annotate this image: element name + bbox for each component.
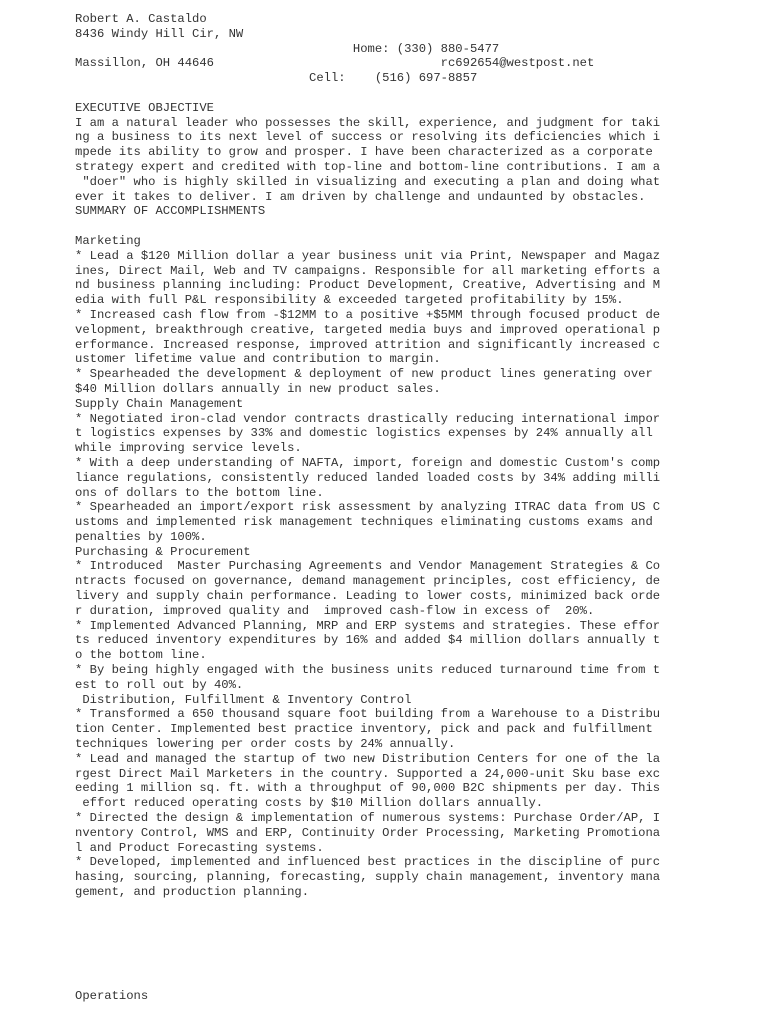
text-line: * Lead and managed the startup of two new Distribution Centers for one of the la xyxy=(75,751,661,766)
text-line: * Directed the design & implementation of numerous systems: Purchase Order/AP, I xyxy=(75,811,661,826)
blank-line xyxy=(75,219,755,234)
text-line: * With a deep understanding of NAFTA, import, foreign and domestic Custom's comp xyxy=(75,455,661,470)
text-line: Marketing xyxy=(75,233,141,248)
text-line: * Spearheaded an import/export risk assessment by analyzing ITRAC data from US C xyxy=(75,500,661,515)
text-line: SUMMARY OF ACCOMPLISHMENTS xyxy=(75,204,266,219)
text-line: * Implemented Advanced Planning, MRP and ERP systems and strategies. These effor xyxy=(75,618,661,633)
text-line: liance regulations, consistently reduced landed loaded costs by 34% adding milli xyxy=(75,470,661,485)
text-line: penalties by 100%. xyxy=(75,529,207,544)
text-line: Distribution, Fulfillment & Inventory Control xyxy=(75,692,412,707)
text-line: nventory Control, WMS and ERP, Continuity Order Processing, Marketing Promotiona xyxy=(75,825,661,840)
text-line: strategy expert and credited with top-line and bottom-line contributions. I am a xyxy=(75,159,661,174)
text-line: Home: (330) 880-5477 xyxy=(75,41,500,56)
text-line: gement, and production planning. xyxy=(75,885,310,900)
text-line: * Transformed a 650 thousand square foot building from a Warehouse to a Distribu xyxy=(75,707,661,722)
text-line: velopment, breakthrough creative, targeted media buys and improved operational p xyxy=(75,322,661,337)
text-line: rgest Direct Mail Marketers in the country. Supported a 24,000-unit Sku base exc xyxy=(75,766,661,781)
text-line: EXECUTIVE OBJECTIVE xyxy=(75,100,214,115)
text-line: * Developed, implemented and influenced best practices in the discipline of purc xyxy=(75,855,661,870)
text-line: ines, Direct Mail, Web and TV campaigns. Responsible for all marketing efforts a xyxy=(75,263,661,278)
text-line: techniques lowering per order costs by 24% annually. xyxy=(75,737,456,752)
text-line: hasing, sourcing, planning, forecasting, supply chain management, inventory mana xyxy=(75,870,661,885)
text-line: * Increased cash flow from -$12MM to a positive +$5MM through focused product de xyxy=(75,307,661,322)
text-line: ng a business to its next level of success or resolving its deficiencies which i xyxy=(75,130,661,145)
text-line: * Spearheaded the development & deployment of new product lines generating over xyxy=(75,367,653,382)
text-line: ntracts focused on governance, demand management principles, cost efficiency, de xyxy=(75,574,661,589)
section-heading-operations: Operations xyxy=(75,988,149,1003)
text-line: eeding 1 million sq. ft. with a throughput of 90,000 B2C shipments per day. This xyxy=(75,781,661,796)
page-gap xyxy=(75,900,755,989)
text-line: while improving service levels. xyxy=(75,441,302,456)
text-line: erformance. Increased response, improved attrition and significantly increased c xyxy=(75,337,661,352)
text-line: ustomer lifetime value and contribution to margin. xyxy=(75,352,441,367)
text-line: * Negotiated iron-clad vendor contracts drastically reducing international impor xyxy=(75,411,661,426)
text-line: ustoms and implemented risk management techniques eliminating customs exams and xyxy=(75,515,653,530)
text-line: nd business planning including: Product Development, Creative, Advertising and M xyxy=(75,278,661,293)
text-line: * Lead a $120 Million dollar a year business unit via Print, Newspaper and Magaz xyxy=(75,248,661,263)
text-line: Massillon, OH 44646 rc692654@westpost.net xyxy=(75,56,595,71)
text-line: I am a natural leader who possesses the skill, experience, and judgment for taki xyxy=(75,115,661,130)
text-line: mpede its ability to grow and prosper. I have been characterized as a corporate xyxy=(75,145,653,160)
text-line: Cell: (516) 697-8857 xyxy=(75,71,478,86)
text-line: 8436 Windy Hill Cir, NW xyxy=(75,26,244,41)
text-line: ts reduced inventory expenditures by 16% and added $4 million dollars annually t xyxy=(75,633,661,648)
text-line: est to roll out by 40%. xyxy=(75,677,244,692)
text-line: r duration, improved quality and improved cash-flow in excess of 20%. xyxy=(75,603,595,618)
text-line: ever it takes to deliver. I am driven by challenge and undaunted by obstacles. xyxy=(75,189,646,204)
blank-line xyxy=(75,86,755,101)
text-line: edia with full P&L responsibility & exceeded targeted profitability by 15%. xyxy=(75,293,624,308)
text-line: o the bottom line. xyxy=(75,648,207,663)
resume-document xyxy=(75,12,755,1003)
text-line: * Introduced Master Purchasing Agreements and Vendor Management Strategies & Co xyxy=(75,559,661,574)
text-line: t logistics expenses by 33% and domestic logistics expenses by 24% annually all xyxy=(75,426,653,441)
text-line: l and Product Forecasting systems. xyxy=(75,840,324,855)
text-line: * By being highly engaged with the business units reduced turnaround time from t xyxy=(75,663,661,678)
text-line: livery and supply chain performance. Leading to lower costs, minimized back orde xyxy=(75,589,661,604)
text-line: tion Center. Implemented best practice inventory, pick and pack and fulfillment xyxy=(75,722,653,737)
text-line: "doer" who is highly skilled in visualizing and executing a plan and doing what xyxy=(75,174,661,189)
text-line: ons of dollars to the bottom line. xyxy=(75,485,324,500)
text-line: $40 Million dollars annually in new product sales. xyxy=(75,381,441,396)
text-line: effort reduced operating costs by $10 Million dollars annually. xyxy=(75,796,544,811)
text-line: Supply Chain Management xyxy=(75,396,244,411)
resume-body xyxy=(75,12,755,900)
text-line: Purchasing & Procurement xyxy=(75,544,251,559)
text-line: Robert A. Castaldo xyxy=(75,12,207,26)
